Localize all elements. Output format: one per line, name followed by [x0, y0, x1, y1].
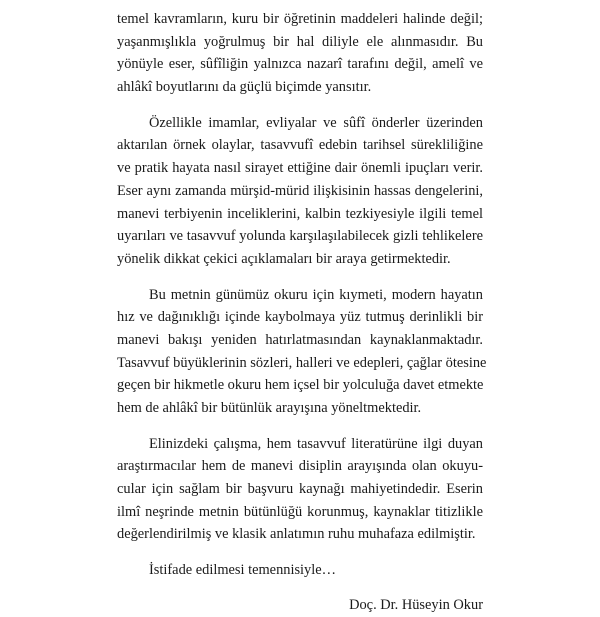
- text-line: ahlâkî boyutlarını da güçlü biçimde yansıtır.: [117, 79, 372, 96]
- text-line: aktarılan örnek olaylar, tasavvufî edebin tarihsel sürekliliğine: [117, 137, 483, 154]
- paragraph-2: [117, 112, 483, 271]
- text-line: yönüyle eser, sûfîliğin yalnızca nazarî tarafını değil, amelî ve: [117, 56, 483, 73]
- text-line: Eser aynı zamanda mürşid-mürid ilişkisinin hassas dengelerini,: [117, 182, 483, 199]
- text-line: ve pratik hayata nasıl sirayet ettiğine dair önemli ipuçları verir.: [117, 160, 483, 177]
- text-line: hız ve dağınıklığı içinde kaybolmaya yüz tutmuş derinlikli bir: [117, 309, 483, 326]
- text-line: ilmî neşrinde metnin bütünlüğü korunmuş, kaynaklar titizlikle: [117, 503, 483, 520]
- text-line: araştırmacılar hem de manevi disiplin arayışında olan okuyu-: [117, 458, 483, 475]
- paragraph-1: [117, 8, 483, 99]
- text-line: manevi bakışı yeniden hatırlatmasından kaynaklanmaktadır.: [117, 331, 483, 348]
- text-line: Bu metnin günümüz okuru için kıymeti, modern hayatın: [149, 286, 483, 303]
- text-line: hem de ahlâkî bir bütünlük arayışına yöneltmektedir.: [117, 400, 422, 416]
- paragraph-3: [117, 284, 487, 420]
- text-line: geçen bir hikmetle okuru hem içsel bir yolculuğa davet etmekte: [117, 377, 484, 394]
- text-line: uyarıları ve tasavvuf yolunda karşılaşılabilecek gizli tehlikelere: [117, 228, 483, 245]
- text-line: yönelik dikkat çekici açıklamaları bir araya getirmektedir.: [117, 250, 451, 267]
- text-line: değerlendirilmiş ve klasik anlatımın ruhu muhafaza edilmiştir.: [117, 526, 476, 543]
- text-line: temel kavramların, kuru bir öğretinin maddeleri halinde değil;: [117, 11, 483, 27]
- author-signature: Doç. Dr. Hüseyin Okur: [349, 596, 483, 613]
- document-page: [117, 8, 487, 617]
- text-line: Özellikle imamlar, evliyalar ve sûfî önderler üzerinden: [149, 114, 483, 131]
- text-line: Tasavvuf büyüklerinin sözleri, halleri ve edepleri, çağlar ötesine: [117, 354, 487, 371]
- paragraph-4: [117, 433, 483, 546]
- closing-line: İstifade edilmesi temennisiyle…: [149, 562, 337, 579]
- text-line: Elinizdeki çalışma, hem tasavvuf literatürüne ilgi duyan: [149, 435, 483, 452]
- text-line: yaşanmışlıkla yoğrulmuş bir hal diliyle ele alınmasıdır. Bu: [117, 33, 483, 50]
- text-line: manevi terbiyenin inceliklerini, kalbin tezkiyesiyle ilgili temel: [117, 205, 483, 222]
- text-line: cular için sağlam bir başvuru kaynağı mahiyetindedir. Eserin: [117, 481, 483, 498]
